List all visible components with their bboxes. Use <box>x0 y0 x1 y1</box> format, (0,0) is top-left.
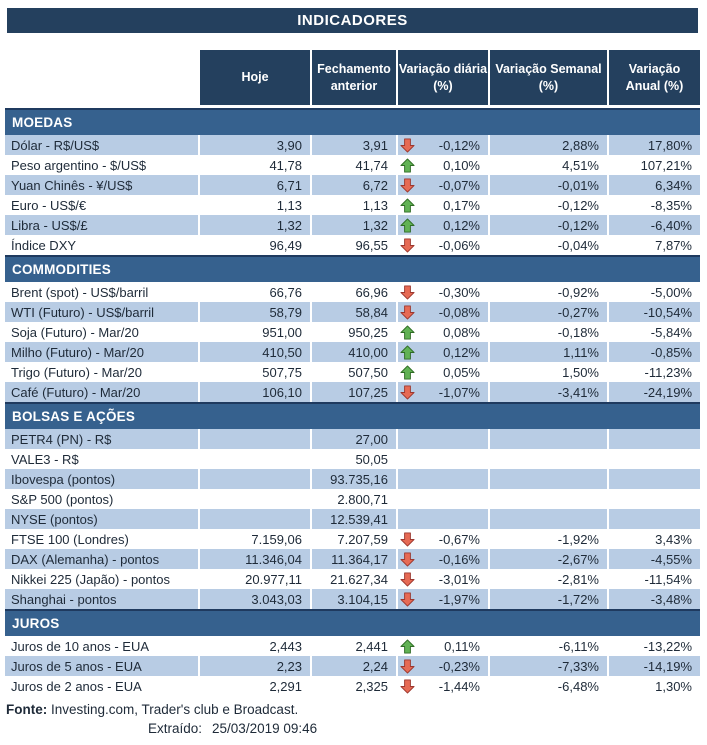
arrow-down-icon <box>400 305 415 320</box>
cell-variacao-diaria <box>398 302 488 322</box>
variacao-diaria-value: -0,08% <box>438 304 480 320</box>
row-label: Dólar - R$/US$ <box>5 135 198 155</box>
variacao-diaria-value: -1,44% <box>438 678 480 694</box>
cell-variacao-anual: -3,48% <box>609 589 700 609</box>
table-section <box>5 108 700 255</box>
row-label: VALE3 - R$ <box>11 451 79 467</box>
row-label: S&P 500 (pontos) <box>11 491 114 507</box>
row-label: PETR4 (PN) - R$ <box>5 429 198 449</box>
row-label: Índice DXY <box>11 237 77 253</box>
cell-variacao-diaria <box>398 195 488 215</box>
cell-hoje <box>200 489 310 509</box>
cell-variacao-anual: -5,00% <box>650 284 692 300</box>
cell-variacao-anual: -13,22% <box>643 638 692 654</box>
trend-arrow-slot <box>399 237 415 253</box>
cell-hoje: 3,90 <box>200 135 310 155</box>
arrow-up-icon <box>400 325 415 340</box>
variacao-diaria-value: -1,97% <box>438 591 480 607</box>
cell-variacao-semanal <box>490 489 607 509</box>
trend-arrow-slot <box>399 658 415 674</box>
cell-variacao-semanal: -7,33% <box>490 656 607 676</box>
variacao-diaria-value: -0,67% <box>438 531 480 547</box>
indicator-row <box>5 282 700 302</box>
header-cell-hoje: Hoje <box>200 50 310 105</box>
section-header: MOEDAS <box>5 108 700 135</box>
indicator-row <box>5 589 700 609</box>
indicator-row <box>5 342 700 362</box>
cell-fechamento-anterior: 2.800,71 <box>337 491 388 507</box>
cell-variacao-anual <box>609 449 700 469</box>
cell-fechamento-anterior: 3,91 <box>312 135 396 155</box>
cell-variacao-semanal: -1,72% <box>490 589 607 609</box>
indicator-row <box>5 215 700 235</box>
arrow-down-icon <box>400 138 415 153</box>
trend-arrow-slot <box>399 431 415 447</box>
variacao-diaria-value: -3,01% <box>438 571 480 587</box>
row-label: NYSE (pontos) <box>5 509 198 529</box>
indicator-row <box>5 322 700 342</box>
cell-fechamento-anterior: 50,05 <box>355 451 388 467</box>
indicator-row <box>5 382 700 402</box>
cell-variacao-semanal: -2,67% <box>490 549 607 569</box>
cell-variacao-anual: 6,34% <box>609 175 700 195</box>
cell-variacao-anual <box>609 509 700 529</box>
cell-variacao-anual <box>609 469 700 489</box>
cell-variacao-diaria <box>398 449 488 469</box>
row-label: FTSE 100 (Londres) <box>11 531 129 547</box>
cell-variacao-diaria <box>398 676 488 696</box>
row-label: Ibovespa (pontos) <box>5 469 198 489</box>
indicator-row <box>5 636 700 656</box>
indicator-row <box>5 135 700 155</box>
indicator-row <box>5 676 700 696</box>
cell-fechamento-anterior: 950,25 <box>348 324 388 340</box>
cell-variacao-anual: -24,19% <box>609 382 700 402</box>
cell-variacao-diaria <box>398 469 488 489</box>
section-rows <box>5 135 700 255</box>
trend-arrow-slot <box>399 197 415 213</box>
cell-variacao-semanal: -3,41% <box>490 382 607 402</box>
cell-variacao-anual: -14,19% <box>609 656 700 676</box>
cell-hoje: 106,10 <box>200 382 310 402</box>
cell-hoje: 410,50 <box>200 342 310 362</box>
cell-hoje: 20.977,11 <box>245 571 302 587</box>
page-title: INDICADORES <box>297 12 408 29</box>
cell-fechamento-anterior: 3.104,15 <box>312 589 396 609</box>
cell-fechamento-anterior: 12.539,41 <box>312 509 396 529</box>
row-label: Yuan Chinês - ¥/US$ <box>5 175 198 195</box>
cell-variacao-diaria <box>398 175 488 195</box>
cell-fechamento-anterior: 1,32 <box>312 215 396 235</box>
cell-variacao-diaria <box>398 155 488 175</box>
cell-variacao-diaria <box>398 282 488 302</box>
variacao-diaria-value: 0,12% <box>443 217 480 233</box>
trend-arrow-slot <box>399 678 415 694</box>
indicator-row <box>5 195 700 215</box>
trend-arrow-slot <box>399 638 415 654</box>
cell-variacao-semanal: -0,04% <box>557 237 599 253</box>
trend-arrow-slot <box>399 551 415 567</box>
column-header-row <box>5 50 700 105</box>
cell-variacao-diaria <box>398 489 488 509</box>
row-label: Milho (Futuro) - Mar/20 <box>5 342 198 362</box>
cell-variacao-diaria <box>398 656 488 676</box>
cell-variacao-diaria <box>398 636 488 656</box>
variacao-diaria-value: 0,17% <box>443 197 480 213</box>
row-label: Juros de 10 anos - EUA <box>11 638 150 654</box>
cell-variacao-diaria <box>398 569 488 589</box>
table-section <box>5 402 700 609</box>
cell-variacao-anual: 107,21% <box>640 157 692 173</box>
variacao-diaria-value: 0,08% <box>443 324 480 340</box>
cell-variacao-diaria <box>398 589 488 609</box>
cell-variacao-anual: -0,85% <box>609 342 700 362</box>
cell-hoje <box>200 429 310 449</box>
cell-variacao-diaria <box>398 322 488 342</box>
cell-hoje <box>200 469 310 489</box>
arrow-down-icon <box>400 178 415 193</box>
row-label: Soja (Futuro) - Mar/20 <box>11 324 139 340</box>
cell-hoje: 6,71 <box>200 175 310 195</box>
trend-arrow-slot <box>399 591 415 607</box>
header-cell-variacao-semanal: Variação Semanal (%) <box>490 50 607 105</box>
cell-variacao-anual <box>609 489 700 509</box>
cell-variacao-anual: -5,84% <box>650 324 692 340</box>
cell-variacao-anual: -10,54% <box>609 302 700 322</box>
cell-hoje: 11.346,04 <box>200 549 310 569</box>
section-header: BOLSAS E AÇÕES <box>5 402 700 429</box>
trend-arrow-slot <box>399 531 415 547</box>
trend-arrow-slot <box>399 304 415 320</box>
report-footer <box>5 700 700 738</box>
row-label: WTI (Futuro) - US$/barril <box>5 302 198 322</box>
cell-variacao-semanal <box>490 449 607 469</box>
cell-hoje: 58,79 <box>200 302 310 322</box>
trend-arrow-slot <box>399 157 415 173</box>
row-label: Brent (spot) - US$/barril <box>11 284 149 300</box>
arrow-down-icon <box>400 572 415 587</box>
variacao-diaria-value: 0,05% <box>443 364 480 380</box>
cell-variacao-semanal: 1,50% <box>562 364 599 380</box>
section-rows <box>5 282 700 402</box>
cell-fechamento-anterior: 96,55 <box>355 237 388 253</box>
cell-variacao-semanal <box>490 469 607 489</box>
variacao-diaria-value: -0,12% <box>438 137 480 153</box>
cell-variacao-anual: -11,54% <box>644 571 692 587</box>
trend-arrow-slot <box>399 384 415 400</box>
indicator-row <box>5 449 700 469</box>
report-title-bar <box>7 8 698 33</box>
cell-fechamento-anterior: 21.627,34 <box>330 571 388 587</box>
arrow-down-icon <box>400 592 415 607</box>
cell-fechamento-anterior: 2,441 <box>355 638 388 654</box>
cell-hoje: 2,23 <box>200 656 310 676</box>
cell-hoje: 507,75 <box>262 364 302 380</box>
table-section <box>5 255 700 402</box>
cell-variacao-diaria <box>398 342 488 362</box>
cell-variacao-anual: 1,30% <box>655 678 692 694</box>
indicator-row <box>5 569 700 589</box>
section-header: COMMODITIES <box>5 255 700 282</box>
section-header: JUROS <box>5 609 700 636</box>
cell-hoje: 96,49 <box>269 237 302 253</box>
variacao-diaria-value: 0,11% <box>444 638 480 654</box>
cell-fechamento-anterior: 6,72 <box>312 175 396 195</box>
cell-variacao-anual: 3,43% <box>655 531 692 547</box>
cell-variacao-semanal: -0,12% <box>490 215 607 235</box>
cell-hoje: 2,443 <box>269 638 302 654</box>
cell-fechamento-anterior: 41,74 <box>355 157 388 173</box>
cell-hoje <box>200 509 310 529</box>
header-cell-spacer <box>5 50 198 105</box>
row-label: Juros de 2 anos - EUA <box>11 678 142 694</box>
cell-variacao-anual: -8,35% <box>650 197 692 213</box>
cell-fechamento-anterior: 1,13 <box>362 197 388 213</box>
variacao-diaria-value: -0,07% <box>438 177 480 193</box>
trend-arrow-slot <box>399 344 415 360</box>
indicator-row <box>5 509 700 529</box>
row-label: Trigo (Futuro) - Mar/20 <box>11 364 142 380</box>
cell-fechamento-anterior: 507,50 <box>348 364 388 380</box>
header-cell-variacao-diaria: Variação diária (%) <box>398 50 488 105</box>
indicator-row <box>5 175 700 195</box>
variacao-diaria-value: 0,10% <box>443 157 480 173</box>
cell-variacao-anual: 7,87% <box>655 237 692 253</box>
cell-variacao-anual: -6,40% <box>609 215 700 235</box>
cell-fechamento-anterior: 58,84 <box>312 302 396 322</box>
indicator-row <box>5 489 700 509</box>
cell-fechamento-anterior: 7.207,59 <box>337 531 388 547</box>
trend-arrow-slot <box>399 491 415 507</box>
cell-fechamento-anterior: 410,00 <box>312 342 396 362</box>
source-line <box>6 700 700 719</box>
section-rows <box>5 429 700 609</box>
indicator-row <box>5 155 700 175</box>
table-section <box>5 609 700 696</box>
indicator-row <box>5 302 700 322</box>
cell-hoje: 1,32 <box>200 215 310 235</box>
arrow-down-icon <box>400 532 415 547</box>
trend-arrow-slot <box>399 284 415 300</box>
row-label: DAX (Alemanha) - pontos <box>5 549 198 569</box>
extracted-line <box>6 719 700 738</box>
cell-hoje: 1,13 <box>276 197 302 213</box>
cell-variacao-anual: 17,80% <box>609 135 700 155</box>
indicator-row <box>5 469 700 489</box>
section-rows <box>5 636 700 696</box>
trend-arrow-slot <box>399 137 415 153</box>
cell-variacao-diaria <box>398 382 488 402</box>
cell-variacao-semanal <box>490 509 607 529</box>
cell-fechamento-anterior: 93.735,16 <box>312 469 396 489</box>
trend-arrow-slot <box>399 511 415 527</box>
row-label: Libra - US$/£ <box>5 215 198 235</box>
cell-variacao-semanal: -0,01% <box>490 175 607 195</box>
cell-fechamento-anterior: 27,00 <box>312 429 396 449</box>
cell-hoje: 951,00 <box>262 324 302 340</box>
variacao-diaria-value: -1,07% <box>438 384 480 400</box>
arrow-down-icon <box>400 552 415 567</box>
arrow-up-icon <box>400 158 415 173</box>
variacao-diaria-value: -0,23% <box>438 658 480 674</box>
row-label: Nikkei 225 (Japão) - pontos <box>11 571 170 587</box>
cell-variacao-semanal: -0,12% <box>557 197 599 213</box>
cell-hoje: 2,291 <box>269 678 302 694</box>
arrow-up-icon <box>400 218 415 233</box>
cell-variacao-semanal: -6,11% <box>558 638 599 654</box>
trend-arrow-slot <box>399 324 415 340</box>
cell-variacao-semanal: 2,88% <box>490 135 607 155</box>
arrow-down-icon <box>400 679 415 694</box>
arrow-up-icon <box>400 345 415 360</box>
cell-variacao-semanal: -0,27% <box>490 302 607 322</box>
arrow-up-icon <box>400 365 415 380</box>
variacao-diaria-value: 0,12% <box>443 344 480 360</box>
cell-variacao-semanal: 4,51% <box>562 157 599 173</box>
header-cell-fechamento-anterior: Fechamento anterior <box>312 50 396 105</box>
table-body <box>5 108 700 696</box>
row-label: Shanghai - pontos <box>5 589 198 609</box>
cell-variacao-semanal: -2,81% <box>557 571 599 587</box>
cell-variacao-anual: -11,23% <box>644 364 692 380</box>
indicator-row <box>5 235 700 255</box>
source-text: Investing.com, Trader's club e Broadcast. <box>47 702 299 717</box>
cell-variacao-semanal: -1,92% <box>557 531 599 547</box>
row-label: Euro - US$/€ <box>11 197 87 213</box>
cell-fechamento-anterior: 66,96 <box>355 284 388 300</box>
variacao-diaria-value: -0,06% <box>438 237 480 253</box>
header-cell-variacao-anual: Variação Anual (%) <box>609 50 700 105</box>
cell-variacao-diaria <box>398 235 488 255</box>
indicator-row <box>5 549 700 569</box>
cell-variacao-semanal: -0,92% <box>557 284 599 300</box>
trend-arrow-slot <box>399 364 415 380</box>
cell-variacao-semanal: 1,11% <box>490 342 607 362</box>
arrow-up-icon <box>400 639 415 654</box>
extracted-datetime: 25/03/2019 09:46 <box>212 721 318 736</box>
arrow-down-icon <box>400 285 415 300</box>
cell-fechamento-anterior: 107,25 <box>312 382 396 402</box>
trend-arrow-slot <box>399 217 415 233</box>
cell-fechamento-anterior: 11.364,17 <box>312 549 396 569</box>
row-label: Peso argentino - $/US$ <box>11 157 147 173</box>
arrow-down-icon <box>400 238 415 253</box>
cell-variacao-diaria <box>398 362 488 382</box>
indicator-row <box>5 429 700 449</box>
cell-variacao-diaria <box>398 429 488 449</box>
trend-arrow-slot <box>399 471 415 487</box>
arrow-down-icon <box>400 385 415 400</box>
cell-variacao-anual: -4,55% <box>609 549 700 569</box>
cell-hoje <box>200 449 310 469</box>
trend-arrow-slot <box>399 571 415 587</box>
cell-fechamento-anterior: 2,24 <box>312 656 396 676</box>
cell-variacao-anual <box>609 429 700 449</box>
arrow-down-icon <box>400 659 415 674</box>
arrow-up-icon <box>400 198 415 213</box>
trend-arrow-slot <box>399 177 415 193</box>
cell-variacao-semanal: -0,18% <box>557 324 599 340</box>
cell-hoje: 7.159,06 <box>251 531 302 547</box>
variacao-diaria-value: -0,30% <box>438 284 480 300</box>
cell-hoje: 3.043,03 <box>200 589 310 609</box>
indicator-row <box>5 656 700 676</box>
trend-arrow-slot <box>399 451 415 467</box>
cell-variacao-diaria <box>398 215 488 235</box>
cell-variacao-diaria <box>398 509 488 529</box>
cell-variacao-semanal: -6,48% <box>557 678 599 694</box>
cell-variacao-diaria <box>398 549 488 569</box>
cell-fechamento-anterior: 2,325 <box>355 678 388 694</box>
row-label: Juros de 5 anos - EUA <box>5 656 198 676</box>
cell-variacao-diaria <box>398 135 488 155</box>
cell-variacao-semanal <box>490 429 607 449</box>
cell-variacao-diaria <box>398 529 488 549</box>
row-label: Café (Futuro) - Mar/20 <box>5 382 198 402</box>
extracted-label: Extraído: <box>148 721 203 736</box>
cell-hoje: 41,78 <box>269 157 302 173</box>
variacao-diaria-value: -0,16% <box>438 551 480 567</box>
source-label: Fonte: <box>6 702 48 717</box>
indicator-row <box>5 529 700 549</box>
cell-hoje: 66,76 <box>269 284 302 300</box>
indicator-row <box>5 362 700 382</box>
